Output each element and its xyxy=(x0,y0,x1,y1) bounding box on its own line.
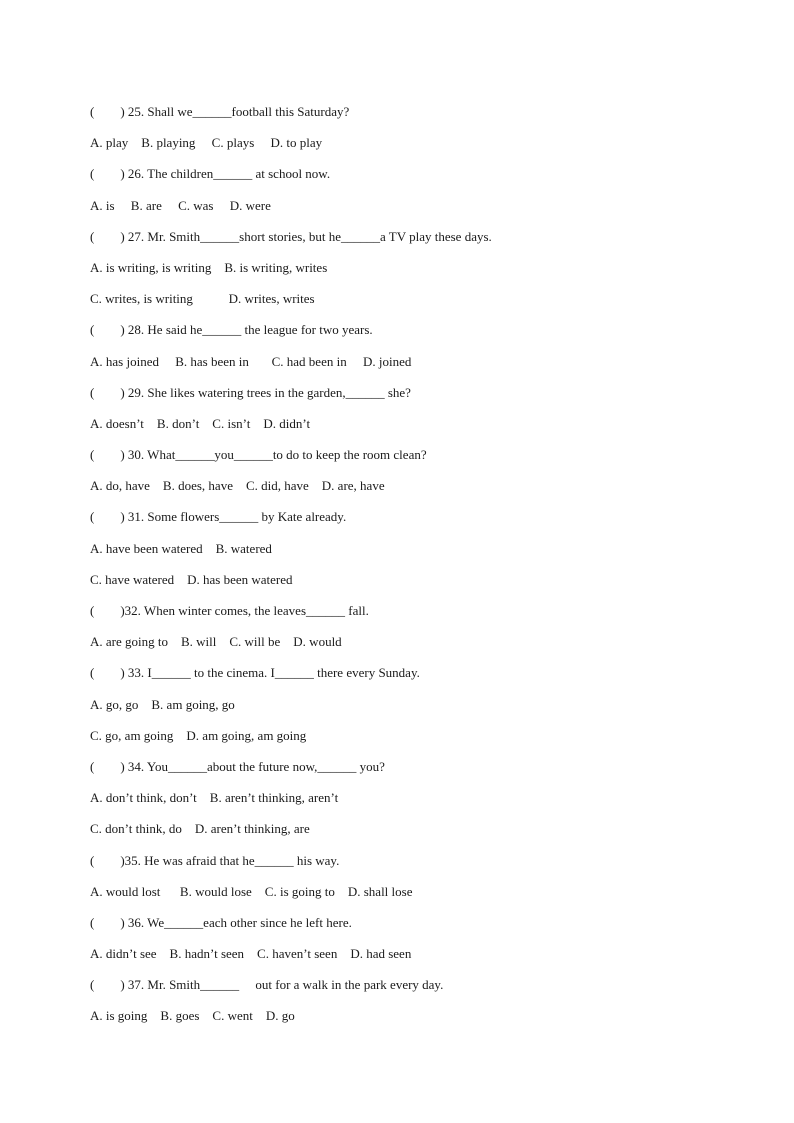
options-34-line-1: A. don’t think, don’t B. aren’t thinking, aren’t xyxy=(90,790,339,806)
options-30: A. do, have B. does, have C. did, have D. are, have xyxy=(90,478,385,494)
options-37: A. is going B. goes C. went D. go xyxy=(90,1008,295,1024)
options-31-line-1: A. have been watered B. watered xyxy=(90,540,272,556)
question-35: ( )35. He was afraid that he______ his way. xyxy=(90,852,340,868)
options-27-line-1: A. is writing, is writing B. is writing, writes xyxy=(90,259,328,275)
options-26: A. is B. are C. was D. were xyxy=(90,197,271,213)
options-35: A. would lost B. would lose C. is going to D. shall lose xyxy=(90,883,413,899)
options-33-line-2: C. go, am going D. am going, am going xyxy=(90,727,307,743)
question-30: ( ) 30. What______you______to do to keep the room clean? xyxy=(90,447,427,463)
question-33: ( ) 33. I______ to the cinema. I______ there every Sunday. xyxy=(90,665,420,681)
question-27: ( ) 27. Mr. Smith______short stories, but he______a TV play these days. xyxy=(90,228,492,244)
worksheet-page xyxy=(90,103,740,1039)
question-25: ( ) 25. Shall we______football this Saturday? xyxy=(90,104,350,119)
options-29: A. doesn’t B. don’t C. isn’t D. didn’t xyxy=(90,415,311,431)
question-32: ( )32. When winter comes, the leaves______ fall. xyxy=(90,603,369,618)
options-25: A. play B. playing C. plays D. to play xyxy=(90,135,323,151)
question-37: ( ) 37. Mr. Smith______ out for a walk in the park every day. xyxy=(90,977,444,993)
options-34-line-2: C. don’t think, do D. aren’t thinking, are xyxy=(90,821,310,837)
options-32: A. are going to B. will C. will be D. would xyxy=(90,634,342,650)
question-26: ( ) 26. The children______ at school now. xyxy=(90,166,331,182)
options-31-line-2: C. have watered D. has been watered xyxy=(90,571,293,587)
options-33-line-1: A. go, go B. am going, go xyxy=(90,696,235,712)
question-34: ( ) 34. You______about the future now,______ you? xyxy=(90,758,385,774)
question-28: ( ) 28. He said he______ the league for two years. xyxy=(90,322,373,338)
question-36: ( ) 36. We______each other since he left here. xyxy=(90,914,352,930)
options-27-line-2: C. writes, is writing D. writes, writes xyxy=(90,291,315,307)
options-36: A. didn’t see B. hadn’t seen C. haven’t seen D. had seen xyxy=(90,946,412,962)
question-31: ( ) 31. Some flowers______ by Kate already. xyxy=(90,509,347,525)
question-29: ( ) 29. She likes watering trees in the garden,______ she? xyxy=(90,384,411,400)
options-28: A. has joined B. has been in C. had been in D. joined xyxy=(90,353,412,369)
